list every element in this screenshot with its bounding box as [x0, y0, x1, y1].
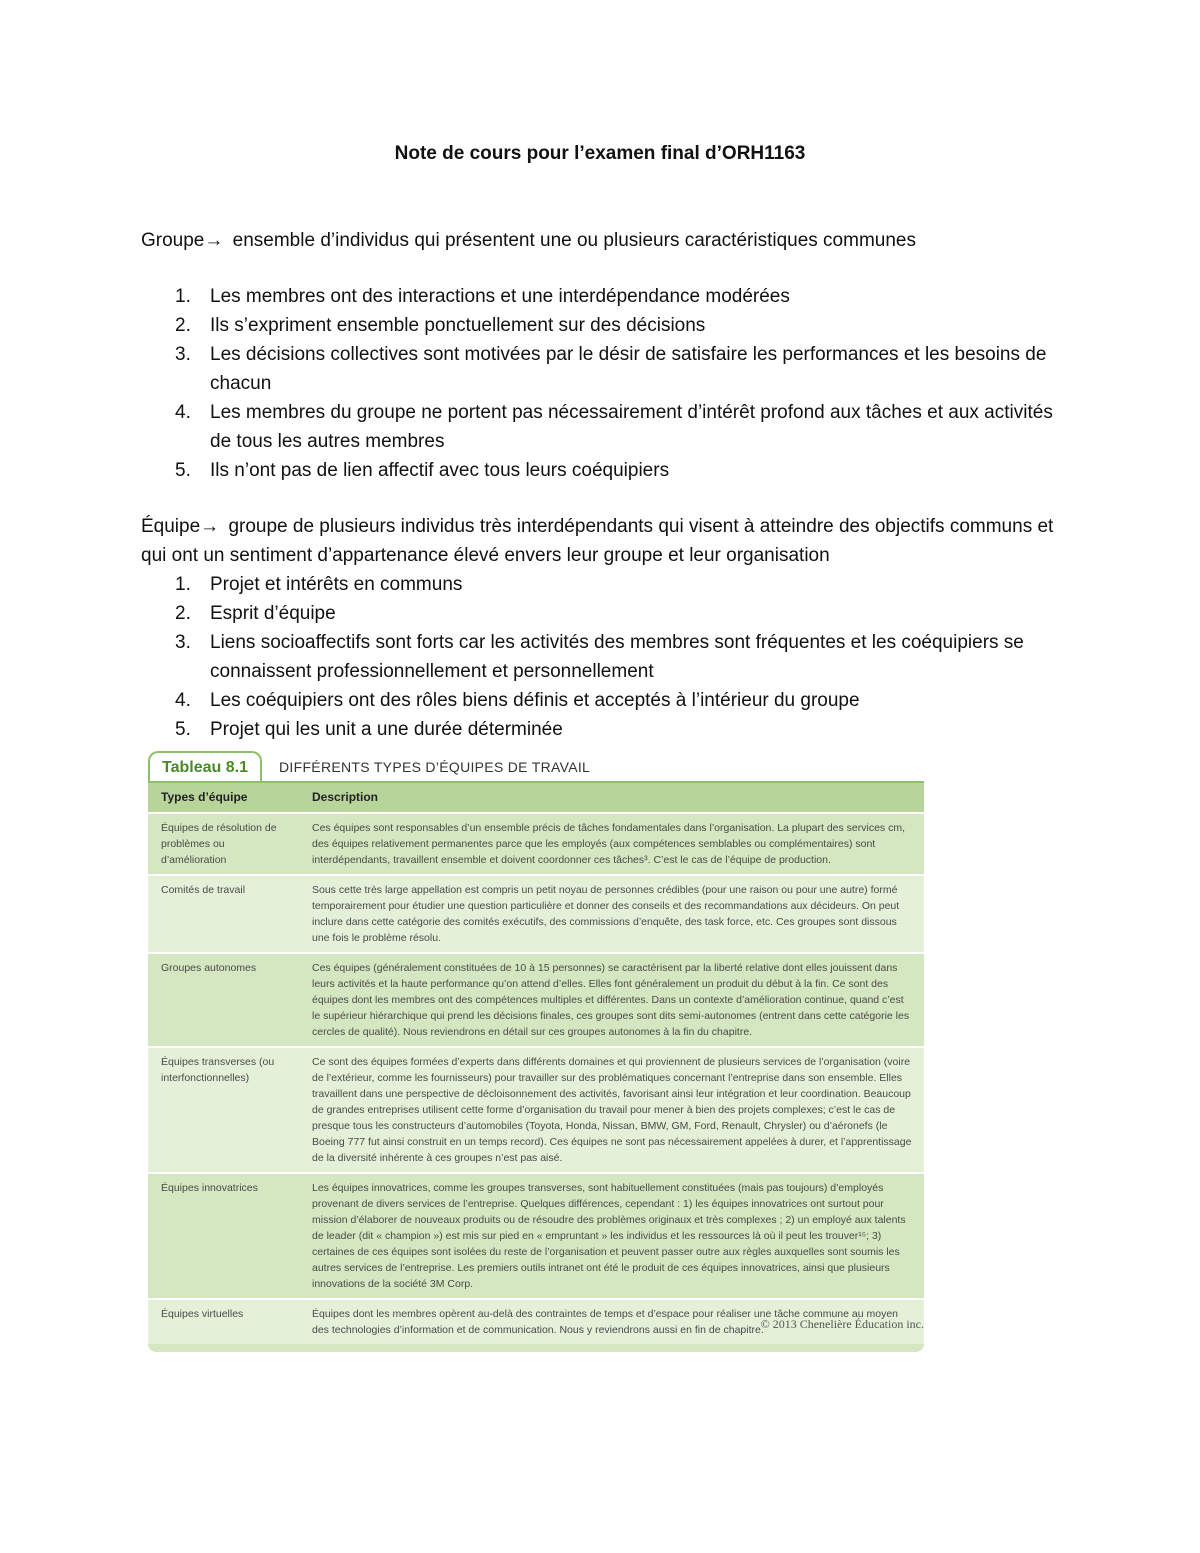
groupe-definition — [141, 226, 1061, 255]
table-caption: DIFFÉRENTS TYPES D’ÉQUIPES DE TRAVAIL — [279, 759, 591, 775]
list-number: 4. — [175, 402, 191, 423]
description-cell: Les équipes innovatrices, comme les groupes transverses, sont habituellement constituées (mais pas toujours) d’employés provenant de divers services de l’entreprise. Quelques différences, cependant : 1) les équipes innovatrices ont surtout pour mission d’élaborer de nouveaux produits ou de résoudre des problèmes originaux et très complexes ; 2) un employé aux talents de leader (dit « champion ») est mis sur pied en « empruntant » les individus et les ressources là où il peut les trouver¹⁵; 3) certaines de ces équipes sont isolées du reste de l’organisation et peuvent passer outre aux règles auxquelles sont soumis les autres services de l’entreprise. Les premiers outils intranet ont été le produit de ces équipes innovatrices, ainsi que plusieurs innovations de la société 3M Corp. — [299, 1173, 924, 1299]
list-item-text: Projet et intérêts en communs — [210, 574, 463, 595]
list-item — [141, 570, 1061, 599]
table-header-row — [148, 783, 924, 813]
list-number: 1. — [175, 574, 191, 595]
type-cell: Équipes innovatrices — [148, 1173, 299, 1299]
table-row — [148, 875, 924, 953]
table-row — [148, 813, 924, 875]
list-number: 5. — [175, 460, 191, 481]
table-header-bar — [148, 751, 924, 783]
type-cell: Équipes virtuelles — [148, 1299, 299, 1344]
equipe-term: Équipe — [141, 516, 201, 537]
list-item-text: Les membres du groupe ne portent pas nécessairement d’intérêt profond aux tâches et aux activités de tous les autres membres — [210, 402, 1053, 452]
list-number: 2. — [175, 603, 191, 624]
list-number: 5. — [175, 719, 191, 740]
divider — [148, 781, 924, 783]
team-types-table — [148, 783, 924, 1344]
list-item — [141, 282, 1061, 311]
list-item-text: Ils s’expriment ensemble ponctuellement sur des décisions — [210, 315, 706, 336]
list-item — [141, 456, 1061, 485]
page-title: Note de cours pour l’examen final d’ORH1163 — [394, 143, 806, 164]
list-number: 3. — [175, 632, 191, 653]
equipe-characteristics-list — [141, 570, 1061, 744]
list-item — [141, 340, 1061, 398]
description-cell: Ces équipes (généralement constituées de 10 à 15 personnes) se caractérisent par la liberté relative dont elles jouissent dans leurs activités et la haute performance qu’on attend d’elles. Elles font généralement un produit du début à la fin. Ce sont des équipes dont les membres ont des compétences multiples et différentes. Dans un contexte d’amélioration continue, quand c’est le supérieur hiérarchique qui prend les décisions finales, ces groupes sont dits semi-autonomes (entrent dans cette catégorie les cercles de qualité). Nous reviendrons en détail sur ces groupes autonomes à la fin du chapitre. — [299, 953, 924, 1047]
description-cell: Ces équipes sont responsables d’un ensemble précis de tâches fondamentales dans l’organisation. La plupart des services cm, des équipes relativement permanentes parce que les employés (aux compétences semblables ou complémentaires) sont interdépendants, travaillent ensemble et doivent coordonner ces tâches³. C’est le cas de l’équipe de production. — [299, 813, 924, 875]
description-cell: Ce sont des équipes formées d’experts dans différents domaines et qui proviennent de plusieurs services de l’organisation (voire de l’extérieur, comme les fournisseurs) pour travailler sur des problématiques concernant l’entreprise dans son ensemble. Elles travaillent dans une perspective de décloisonnement des activités, favorisant ainsi leur intégration et leur coordination. Beaucoup de grandes entreprises utilisent cette forme d’organisation du travail pour mener à bien des projets complexes; c’est le cas de presque tous les constructeurs d’automobiles (Toyota, Honda, Nissan, BMW, GM, Ford, Renault, Chrysler) ou d’aéronefs (le Boeing 777 fut ainsi construit en un temps record). Ces équipes ne sont pas nécessairement appelées à durer, et l’apprentissage de la diversité inhérente à ces groupes n’est pas aisé. — [299, 1047, 924, 1173]
list-item — [141, 599, 1061, 628]
table-number-tab: Tableau 8.1 — [148, 751, 262, 781]
list-number: 2. — [175, 315, 191, 336]
type-cell: Équipes transverses (ou interfonctionnelles) — [148, 1047, 299, 1173]
table-row — [148, 953, 924, 1047]
column-header-description: Description — [299, 783, 924, 813]
list-item-text: Liens socioaffectifs sont forts car les activités des membres sont fréquentes et les coéquipiers se connaissent professionnellement et personnellement — [210, 632, 1024, 682]
table-row — [148, 1047, 924, 1173]
list-item-text: Les membres ont des interactions et une interdépendance modérées — [210, 286, 790, 307]
list-item — [141, 628, 1061, 686]
list-item-text: Les décisions collectives sont motivées par le désir de satisfaire les performances et les besoins de chacun — [210, 344, 1047, 394]
list-item-text: Projet qui les unit a une durée déterminée — [210, 719, 563, 740]
list-item-text: Esprit d’équipe — [210, 603, 336, 624]
list-item — [141, 715, 1061, 744]
groupe-definition-text: ensemble d’individus qui présentent une ou plusieurs caractéristiques communes — [232, 230, 916, 251]
team-types-table-figure — [148, 751, 924, 1352]
description-cell: Sous cette très large appellation est compris un petit noyau de personnes crédibles (pour une raison ou pour une autre) formé temporairement pour étudier une question particulière et donner des conseils et des recommandations aux décideurs. On peut inclure dans cette catégorie des comités exécutifs, des commissions d’enquête, des task force, etc. Ces groupes sont dissous une fois le problème résolu. — [299, 875, 924, 953]
groupe-section — [141, 226, 1061, 485]
type-cell: Équipes de résolution de problèmes ou d’amélioration — [148, 813, 299, 875]
list-item — [141, 311, 1061, 340]
description-cell: Équipes dont les membres opèrent au-delà des contraintes de temps et d’espace pour réaliser une tâche commune au moyen des technologies d’information et de communication. Nous y reviendrons aussi en fin de chapitre. — [299, 1299, 924, 1344]
list-item-text: Ils n’ont pas de lien affectif avec tous leurs coéquipiers — [210, 460, 670, 481]
list-number: 3. — [175, 344, 191, 365]
equipe-section — [141, 512, 1061, 744]
groupe-term: Groupe — [141, 230, 205, 251]
table-row — [148, 1173, 924, 1299]
arrow-icon: → — [204, 230, 224, 251]
list-item — [141, 398, 1061, 456]
arrow-icon: → — [200, 516, 220, 537]
equipe-definition — [141, 512, 1061, 570]
equipe-definition-text: groupe de plusieurs individus très interdépendants qui visent à atteindre des objectifs communs et qui ont un sentiment d’appartenance élevé envers leur groupe et leur organisation — [141, 516, 1054, 566]
type-cell: Comités de travail — [148, 875, 299, 953]
column-header-type: Types d’équipe — [148, 783, 299, 813]
groupe-characteristics-list — [141, 282, 1061, 485]
list-number: 1. — [175, 286, 191, 307]
list-number: 4. — [175, 690, 191, 711]
table-footer-edge — [148, 1344, 924, 1352]
list-item-text: Les coéquipiers ont des rôles biens définis et acceptés à l’intérieur du groupe — [210, 690, 860, 711]
type-cell: Groupes autonomes — [148, 953, 299, 1047]
copyright-credit: © 2013 Chenelière Éducation inc. — [760, 1317, 924, 1331]
list-item — [141, 686, 1061, 715]
